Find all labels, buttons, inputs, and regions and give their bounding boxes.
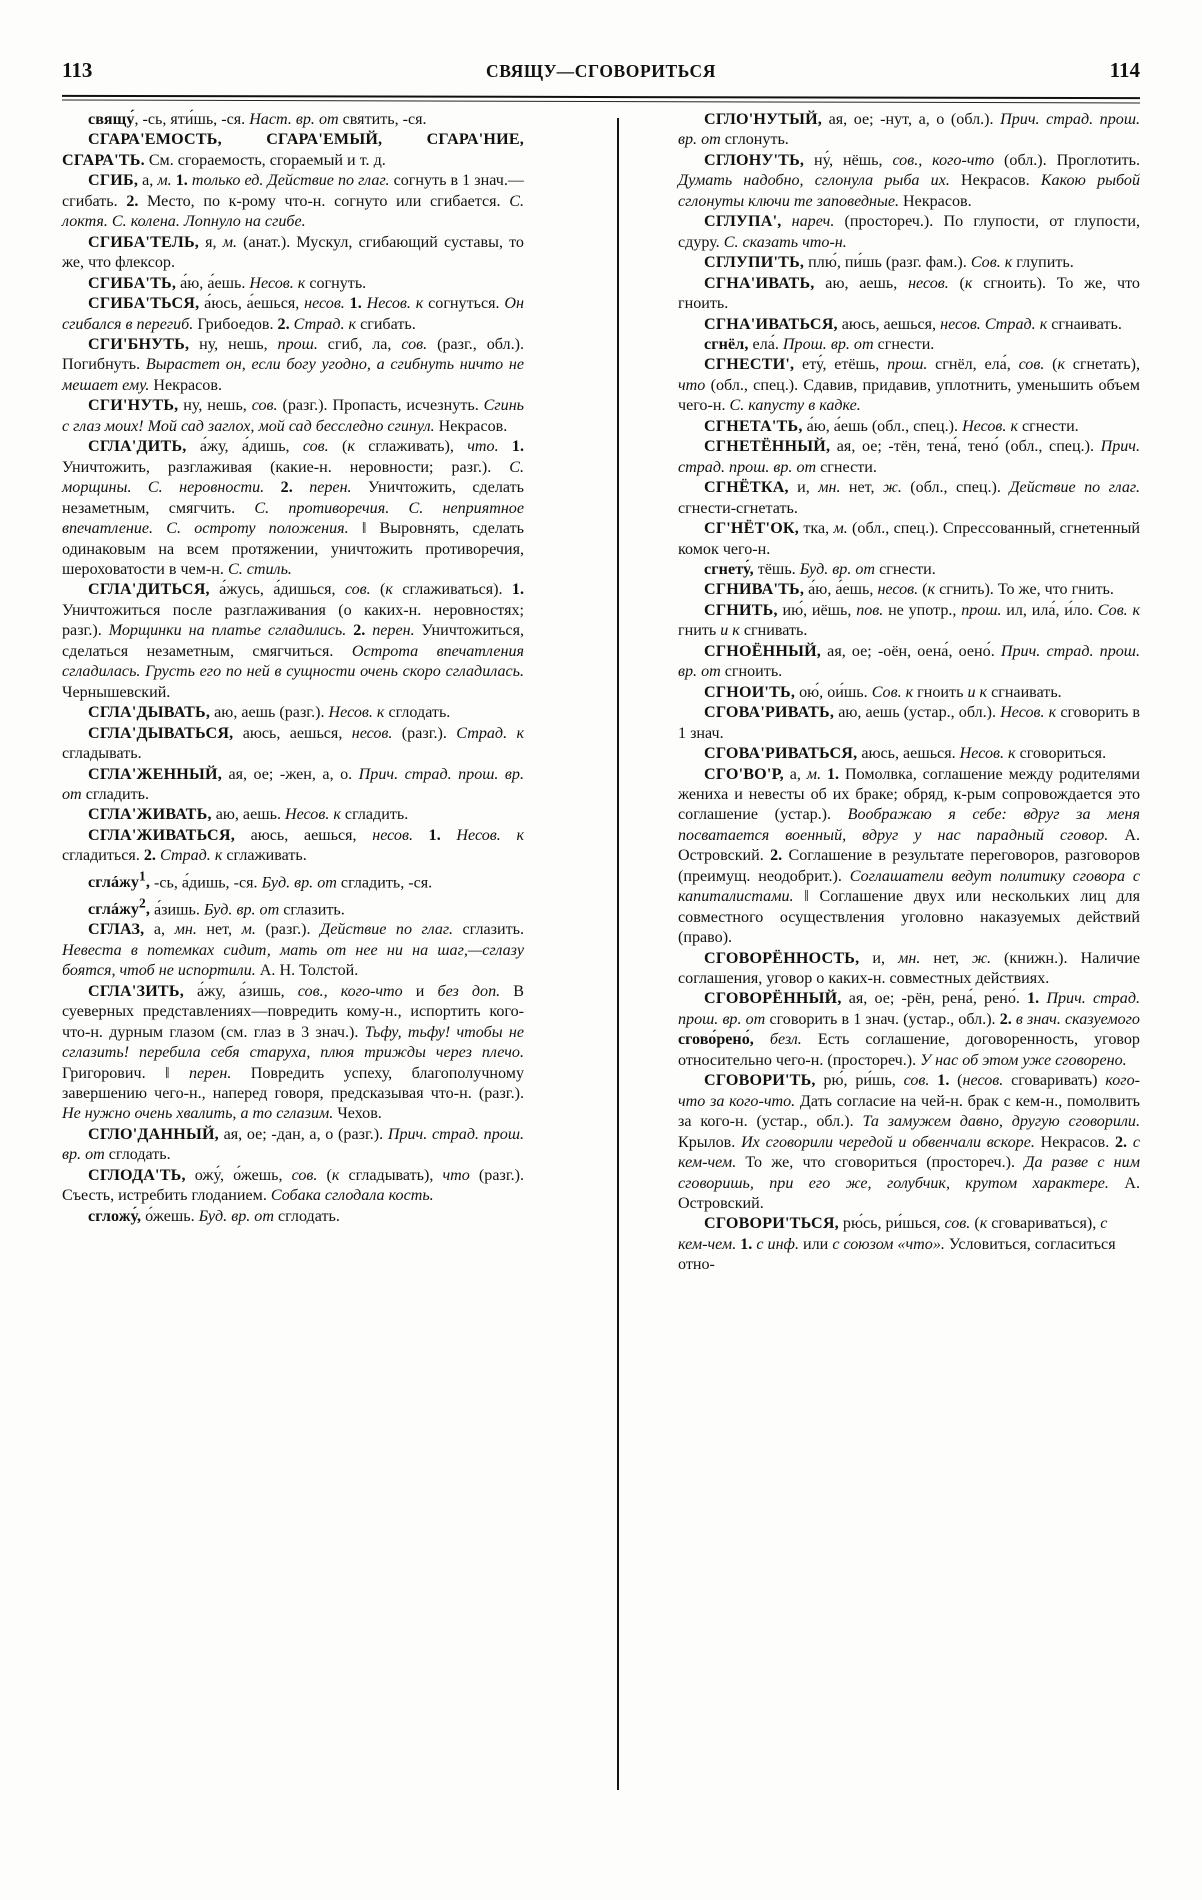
entry-headword: СГЛА'ДЫВАТЬСЯ, bbox=[88, 724, 234, 742]
entry-definition: -сь, а́дишь, -ся. Буд. вр. от сгладить, -ся. bbox=[149, 874, 433, 892]
entry-definition: аюсь, аешься, несов. (разг.). Страд. к сгладывать. bbox=[62, 724, 524, 763]
page-number-left: 113 bbox=[62, 58, 93, 82]
dictionary-entry bbox=[678, 560, 1140, 580]
entry-definition: тка, м. (обл., спец.). Спрессованный, сгнетенный комок чего-н. bbox=[678, 520, 1140, 558]
entry-definition: ету́, етёшь, прош. сгнёл, ела́, сов. (к сгнетать), что (обл., спец.). Сдавив, придавив, уплотнить, уменьшить объем чего-н. С. капусту в кадке. bbox=[678, 356, 1140, 415]
entry-headword: СГНА'ИВАТЬ, bbox=[704, 274, 815, 292]
entry-headword: СГЛОДА'ТЬ, bbox=[88, 1166, 186, 1184]
entry-headword: СГЛАЗ, bbox=[88, 921, 145, 939]
entry-definition: ожу́, о́жешь, сов. (к сгладывать), что (разг.). Съесть, истребить глоданием. Собака сглодала кость. bbox=[62, 1166, 525, 1205]
dictionary-entry bbox=[62, 765, 524, 806]
entry-definition: тёшь. Буд. вр. от сгнести. bbox=[753, 560, 936, 578]
entry-definition: а́жусь, а́дишься, сов. (к сглаживаться). 1. Уничтожиться после разглаживания (о каких-н. неровностях; разг.). Морщинки на платье сгладились. 2. перен. Уничтожиться, сделаться незаметным, смягчиться. Острота впечатления сгладилась. Грусть его по ней в сущности очень скоро сгладилась. Чернышевский. bbox=[62, 581, 524, 701]
dictionary-entry bbox=[678, 519, 1140, 560]
dictionary-entry bbox=[678, 989, 1140, 1071]
dictionary-entry bbox=[62, 894, 524, 921]
entry-definition: а́ю, а́ешь, несов. (к сгнить). То же, что гнить. bbox=[804, 581, 1114, 599]
dictionary-entry bbox=[62, 130, 524, 171]
entry-definition: ая, ое; -нут, а, о (обл.). Прич. страд. прош. вр. от сглонуть. bbox=[678, 111, 1140, 149]
entry-definition: аю, аешь. Несов. к сгладить. bbox=[211, 806, 409, 824]
header-rule-thick bbox=[62, 95, 1140, 99]
dictionary-entry bbox=[62, 867, 524, 894]
entry-headword: сгнёл, bbox=[704, 335, 749, 353]
entry-headword: СГИБА'ТЕЛЬ, bbox=[88, 233, 200, 251]
entry-headword: СГЛОНУ'ТЬ, bbox=[704, 151, 805, 169]
entry-headword: сгнету́, bbox=[704, 560, 754, 578]
dictionary-entry bbox=[62, 1166, 524, 1207]
dictionary-entry bbox=[62, 1125, 524, 1166]
entry-definition: ну, нешь, прош. сгиб, ла, сов. (разг., обл.). Погибнуть. Вырастет он, если богу угодно, а сгибнуть ничто не мешает ему. Некрасов. bbox=[62, 335, 524, 394]
entry-definition: а́жу, а́дишь, сов. (к сглаживать), что. 1. Уничтожить, разглаживая (какие-н. неровности; разг.). С. морщины. С. неровности. 2. перен. Уничтожить, сделать незаметным, смягчить. С. противоречия. С. неприятное впечатление. С. остроту положения. ‖ Выровнять, сделать одинаковым на всем протяжении, уничтожить противоречия, шероховатости в чем-н. С. стиль. bbox=[62, 438, 524, 578]
entry-headword: СГЛО'ДАННЫЙ, bbox=[88, 1125, 219, 1143]
dictionary-entry bbox=[678, 110, 1140, 151]
right-column bbox=[678, 110, 1140, 1276]
dictionary-entry bbox=[678, 335, 1140, 355]
entry-definition: ая, ое; -рён, рена́, рено́. 1. Прич. страд. прош. вр. от сговорить в 1 знач. (устар., обл.). 2. в знач. сказуемого сгово́рено́, безл. Есть соглашение, договоренность, уговор относительно чего-н. (простореч.). У нас об этом уже сговорено. bbox=[678, 990, 1140, 1069]
entry-headword: СГНЕТА'ТЬ, bbox=[704, 417, 803, 435]
dictionary-entry bbox=[62, 580, 524, 703]
dictionary-entry bbox=[678, 417, 1140, 437]
entry-headword: СГОВА'РИВАТЬСЯ, bbox=[704, 745, 858, 763]
entry-headword: СГИБ, bbox=[88, 172, 139, 190]
dictionary-entry bbox=[678, 642, 1140, 683]
dictionary-entry bbox=[62, 826, 524, 867]
entry-definition: а, мн. нет, м. (разг.). Действие по глаг. сглазить. Невеста в потемках сидит, мать от нее ни на шаг,—сглазу боятся, чтоб не испортили. А. Н. Толстой. bbox=[62, 921, 524, 980]
dictionary-entry bbox=[678, 744, 1140, 764]
dictionary-entry bbox=[62, 805, 524, 825]
entry-headword: СГЛА'ДИТЬ, bbox=[88, 438, 187, 456]
running-title: СВЯЩУ—СГОВОРИТЬСЯ bbox=[485, 61, 717, 81]
entry-definition: ою́, ои́шь. Сов. к гноить и к сгнаивать. bbox=[795, 683, 1062, 701]
dictionary-entry bbox=[62, 110, 524, 130]
dictionary-entry bbox=[678, 315, 1140, 335]
dictionary-entry bbox=[62, 1207, 524, 1227]
entry-definition: ая, ое; -дан, а, о (разг.). Прич. страд. прош. вр. от сглодать. bbox=[62, 1125, 524, 1164]
entry-headword: СГОВОРЁННЫЙ, bbox=[704, 990, 842, 1008]
entry-headword: СГНИТЬ, bbox=[704, 601, 778, 619]
dictionary-entry bbox=[62, 920, 524, 981]
dictionary-entry bbox=[678, 253, 1140, 273]
entry-headword: СГЛУПА', bbox=[704, 213, 782, 231]
entry-headword: СГО'ВО'Р, bbox=[704, 765, 784, 783]
entry-definition: плю́, пи́шь (разг. фам.). Сов. к глупить. bbox=[804, 254, 1074, 272]
entry-definition: а́ю, а́ешь (обл., спец.). Несов. к сгнести. bbox=[802, 417, 1079, 435]
entry-definition: ну́, нёшь, сов., кого-что (обл.). Проглотить. Думать надобно, сглонула рыба их. Некрасов. Какою рыбой сглонуты ключи те заповедные. Некрасов. bbox=[678, 151, 1140, 210]
entry-headword: свящу́ bbox=[88, 111, 135, 128]
entry-headword: СГЛА'ЖЕННЫЙ, bbox=[88, 765, 222, 783]
dictionary-entry bbox=[62, 703, 524, 723]
entry-definition: ая, ое; -жен, а, о. Прич. страд. прош. вр. от сгладить. bbox=[62, 765, 524, 803]
entry-definition: а́юсь, а́ешься, несов. 1. Несов. к согнуться. Он сгибался в перегиб. Грибоедов. 2. Страд. к сгибать. bbox=[62, 295, 524, 333]
dictionary-entry bbox=[678, 437, 1140, 478]
dictionary-entry bbox=[62, 437, 524, 580]
running-head bbox=[62, 58, 1140, 94]
dictionary-entry bbox=[678, 1071, 1140, 1214]
dictionary-entry bbox=[678, 683, 1140, 703]
entry-headword: СГОВОРЁННОСТЬ, bbox=[704, 949, 860, 967]
dictionary-entry bbox=[678, 601, 1140, 642]
dictionary-entry bbox=[678, 949, 1140, 990]
entry-definition: ая, ое; -тён, тена́, тено́ (обл., спец.). Прич. страд. прош. вр. от сгнести. bbox=[678, 438, 1140, 476]
entry-headword: СГНЁТКА, bbox=[704, 479, 789, 497]
entry-headword: сглáжу$^1$, bbox=[88, 868, 150, 892]
dictionary-entry bbox=[62, 294, 524, 335]
entry-definition: , -сь, яти́шь, -ся. Наст. вр. от святить, -ся. bbox=[134, 111, 427, 128]
entry-definition: рю́, ри́шь, сов. 1. (несов. сговаривать) кого-что за кого-что. Дать согласие на чей-н. брак с кем-н., помолвить за кого-н. (устар., обл.). Та замужем давно, другую сговорили. Крылов. Их сговорили чередой и обвенчали вскоре. Некрасов. 2. с кем-чем. То же, что сговориться (простореч.). Да разве с ним сговоришь, при его же, голубчик, крутом характере. А. Островский. bbox=[678, 1072, 1140, 1213]
entry-headword: сглáжу$^2$, bbox=[88, 895, 150, 918]
entry-definition: а́ю, а́ешь. Несов. к согнуть. bbox=[176, 274, 367, 292]
header-rule-thin bbox=[62, 99, 1140, 103]
entry-headword: СГЛА'ДИТЬСЯ, bbox=[88, 581, 210, 599]
entry-definition: ию́, иёшь, пов. не употр., прош. ил, ила́, и́ло. Сов. к гнить и к сгнивать. bbox=[678, 601, 1140, 640]
text-columns bbox=[62, 110, 1140, 1810]
entry-headword: СГЛА'ЖИВАТЬ, bbox=[88, 806, 212, 824]
entry-definition: ну, нешь, сов. (разг.). Пропасть, исчезнуть. Сгинь с глаз моих! Мой сад заглох, мой сад бесследно сгинул. Некрасов. bbox=[62, 397, 525, 435]
entry-definition: рю́сь, ри́шься, сов. (к сговариваться), с кем-чем. 1. с инф. или с союзом «что». Условиться, согласиться отно- bbox=[678, 1215, 1116, 1274]
page-number-right: 114 bbox=[1109, 58, 1140, 82]
dictionary-entry bbox=[678, 355, 1140, 416]
entry-headword: СГЛА'ЖИВАТЬСЯ, bbox=[88, 826, 235, 844]
entry-definition: аю, аешь, несов. (к сгноить). То же, что гноить. bbox=[678, 274, 1140, 313]
dictionary-entry bbox=[62, 171, 524, 232]
entry-definition: а́жу, а́зишь, сов., кого-что и без доп. В суеверных представлениях—повредить кому-н., испортить кого-что-н. дурным глазом (см. глаз в 3 знач.). Тьфу, тьфу! чтобы не сглазить! перебила себя старуха, плюя трижды через плечо. Григорович. ‖ перен. Повредить успеху, благополучному завершению чего-н., наперед говоря, предсказывая что-н. (разг.). Не нужно очень хвалить, а то сглазим. Чехов. bbox=[62, 982, 525, 1123]
dictionary-entry bbox=[62, 335, 524, 396]
entry-headword: СГАРА'ЕМОСТЬ, СГАРА'ЕМЫЙ, СГАРА'НИЕ, СГАРА'ТЬ. bbox=[62, 131, 524, 169]
entry-headword: СГЛУПИ'ТЬ, bbox=[704, 254, 805, 272]
entry-definition: аюсь, аешься, несов. 1. Несов. к сгладиться. 2. Страд. к сглаживать. bbox=[62, 826, 524, 865]
dictionary-entry bbox=[678, 765, 1140, 949]
entry-headword: сгложу́, bbox=[88, 1207, 142, 1225]
entry-headword: СГНА'ИВАТЬСЯ, bbox=[704, 315, 838, 333]
entry-definition: ела́. Прош. вр. от сгнести. bbox=[748, 335, 935, 353]
dictionary-entry bbox=[678, 151, 1140, 212]
dictionary-entry bbox=[678, 274, 1140, 315]
dictionary-entry bbox=[62, 724, 524, 765]
entry-definition: я, м. (анат.). Мускул, сгибающий суставы, то же, что флексор. bbox=[62, 233, 524, 272]
dictionary-entry bbox=[678, 703, 1140, 744]
entry-definition: ая, ое; -оён, оена́, оено́. Прич. страд. прош. вр. от сгноить. bbox=[678, 642, 1140, 681]
entry-headword: СГИБА'ТЬ, bbox=[88, 274, 177, 292]
dictionary-entry bbox=[62, 233, 524, 274]
entry-definition: аюсь, аешься. Несов. к сговориться. bbox=[857, 745, 1107, 763]
entry-headword: СГЛА'ЗИТЬ, bbox=[88, 982, 184, 1000]
entry-definition: а, м. 1. Помолвка, соглашение между родителями жениха и невесты об их браке; обряд, к-рым сопровождается это соглашение (устар.). Воображаю я себе: вдруг за меня посватается военный, вдруг у нас парадный сговор. А. Островский. 2. Соглашение в результате переговоров, разговоров (преимущ. неодобрит.). Соглашатели ведут политику сговора с капиталистами. ‖ Соглашение двух или нескольких лиц для совместного осуществления уголовно наказуемых действий (право). bbox=[678, 765, 1141, 947]
dictionary-entry bbox=[678, 580, 1140, 600]
dictionary-entry bbox=[62, 274, 524, 294]
entry-definition: о́жешь. Буд. вр. от сглодать. bbox=[141, 1207, 340, 1225]
entry-headword: СГНОЁННЫЙ, bbox=[704, 642, 822, 660]
entry-headword: СГИ'НУТЬ, bbox=[88, 397, 179, 415]
entry-definition: и, мн. нет, ж. (обл., спец.). Действие по глаг. сгнести-сгнетать. bbox=[678, 479, 1140, 517]
entry-headword: СГИБА'ТЬСЯ, bbox=[88, 295, 200, 313]
entry-headword: СГ'НЁТ'ОК, bbox=[704, 520, 800, 538]
entry-headword: СГНИВА'ТЬ, bbox=[704, 581, 805, 599]
entry-headword: СГОВОРИ'ТЬ, bbox=[704, 1072, 816, 1090]
entry-definition: нареч. (простореч.). По глупости, от глупости, сдуру. С. сказать что-н. bbox=[678, 213, 1140, 251]
entry-definition: См. сгораемость, сгораемый и т. д. bbox=[144, 151, 386, 169]
dictionary-entry bbox=[678, 478, 1140, 519]
column-divider-rule bbox=[617, 118, 619, 1790]
dictionary-entry bbox=[62, 982, 524, 1125]
entry-headword: СГОВОРИ'ТЬСЯ, bbox=[704, 1215, 839, 1233]
dictionary-entry bbox=[678, 212, 1140, 253]
entry-headword: СГОВА'РИВАТЬ, bbox=[704, 704, 835, 722]
entry-definition: аю, аешь (разг.). Несов. к сглодать. bbox=[210, 704, 451, 722]
entry-definition: а́зишь. Буд. вр. от сглазить. bbox=[149, 900, 345, 918]
dictionary-entry bbox=[62, 396, 524, 437]
left-column bbox=[62, 110, 524, 1227]
entry-headword: СГНОИ'ТЬ, bbox=[704, 683, 796, 701]
dictionary-entry bbox=[678, 1214, 1140, 1275]
entry-headword: СГНЕТЁННЫЙ, bbox=[704, 438, 831, 456]
entry-definition: и, мн. нет, ж. (книжн.). Наличие соглашения, уговор о каких-н. совместных действиях. bbox=[678, 949, 1140, 988]
entry-definition: аюсь, аешься, несов. Страд. к сгнаивать. bbox=[837, 315, 1122, 333]
entry-headword: СГИ'БНУТЬ, bbox=[88, 335, 190, 353]
entry-headword: СГЛО'НУТЫЙ, bbox=[704, 111, 823, 128]
entry-definition: аю, аешь (устар., обл.). Несов. к сговорить в 1 знач. bbox=[678, 704, 1141, 742]
entry-definition: а, м. 1. только ед. Действие по глаг. согнуть в 1 знач.—сгибать. 2. Место, по к-рому что-н. согнуто или сгибается. С. локтя. С. колена. Лопнуло на сгибе. bbox=[62, 172, 524, 231]
entry-headword: СГНЕСТИ', bbox=[704, 356, 795, 374]
entry-headword: СГЛА'ДЫВАТЬ, bbox=[88, 704, 211, 722]
